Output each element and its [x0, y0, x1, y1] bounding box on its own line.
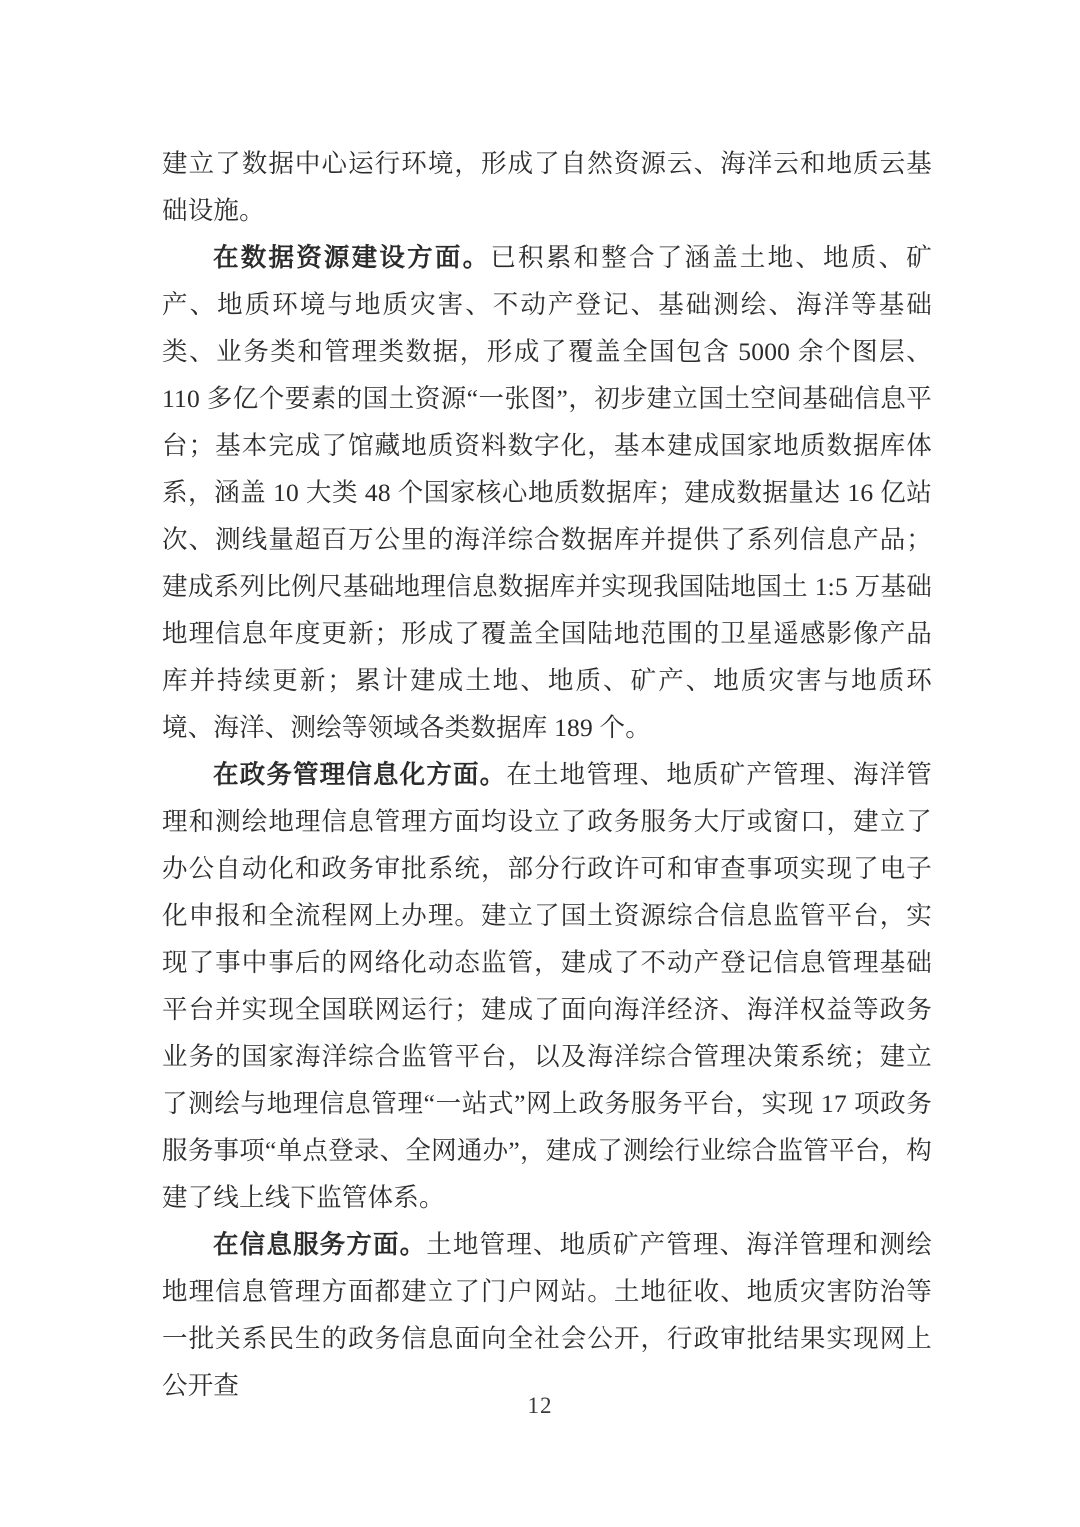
paragraph-info-services	[162, 1221, 932, 1409]
paragraph-text: 在土地管理、地质矿产管理、海洋管理和测绘地理信息管理方面均设立了政务服务大厅或窗口，建立了办公自动化和政务审批系统，部分行政许可和审查事项实现了电子化申报和全流程网上办理。建立了国土资源综合信息监管平台，实现了事中事后的网络化动态监管，建成了不动产登记信息管理基础平台并实现全国联网运行；建成了面向海洋经济、海洋权益等政务业务的国家海洋综合监管平台，以及海洋综合管理决策系统；建立了测绘与地理信息管理“一站式”网上政务服务平台，实现 17 项政务服务事项“单点登录、全网通办”，建成了测绘行业综合监管平台，构建了线上线下监管体系。	[162, 760, 933, 1212]
paragraph-egov-management	[162, 751, 932, 1221]
paragraph-text: 土地管理、地质矿产管理、海洋管理和测绘地理信息管理方面都建立了门户网站。土地征收、地质灾害防治等一批关系民生的政务信息面向全社会公开，行政审批结果实现网上公开查	[162, 1230, 932, 1400]
paragraph-text: 已积累和整合了涵盖土地、地质、矿产、地质环境与地质灾害、不动产登记、基础测绘、海洋等基础类、业务类和管理类数据，形成了覆盖全国包含 5000 余个图层、110 多亿个要素的国土资源“一张图”，初步建立国土空间基础信息平台；基本完成了馆藏地质资料数字化，基本建成国家地质数据库体系，涵盖 10 大类 48 个国家核心地质数据库；建成数据量达 16 亿站次、测线量超百万公里的海洋综合数据库并提供了系列信息产品；建成系列比例尺基础地理信息数据库并实现我国陆地国土 1:5 万基础地理信息年度更新；形成了覆盖全国陆地范围的卫星遥感影像产品库并持续更新；累计建成土地、地质、矿产、地质灾害与地质环境、海洋、测绘等领域各类数据库 189 个。	[162, 243, 932, 742]
paragraph-lead-heading: 在数据资源建设方面。	[213, 243, 491, 272]
paragraph-text: 建立了数据中心运行环境，形成了自然资源云、海洋云和地质云基础设施。	[162, 149, 932, 225]
paragraph-lead-heading: 在政务管理信息化方面。	[213, 760, 507, 789]
page-number: 12	[527, 1393, 553, 1418]
paragraph-continuation	[162, 140, 932, 234]
paragraph-data-resources	[162, 234, 932, 751]
document-body	[162, 140, 932, 1409]
paragraph-lead-heading: 在信息服务方面。	[213, 1230, 427, 1259]
